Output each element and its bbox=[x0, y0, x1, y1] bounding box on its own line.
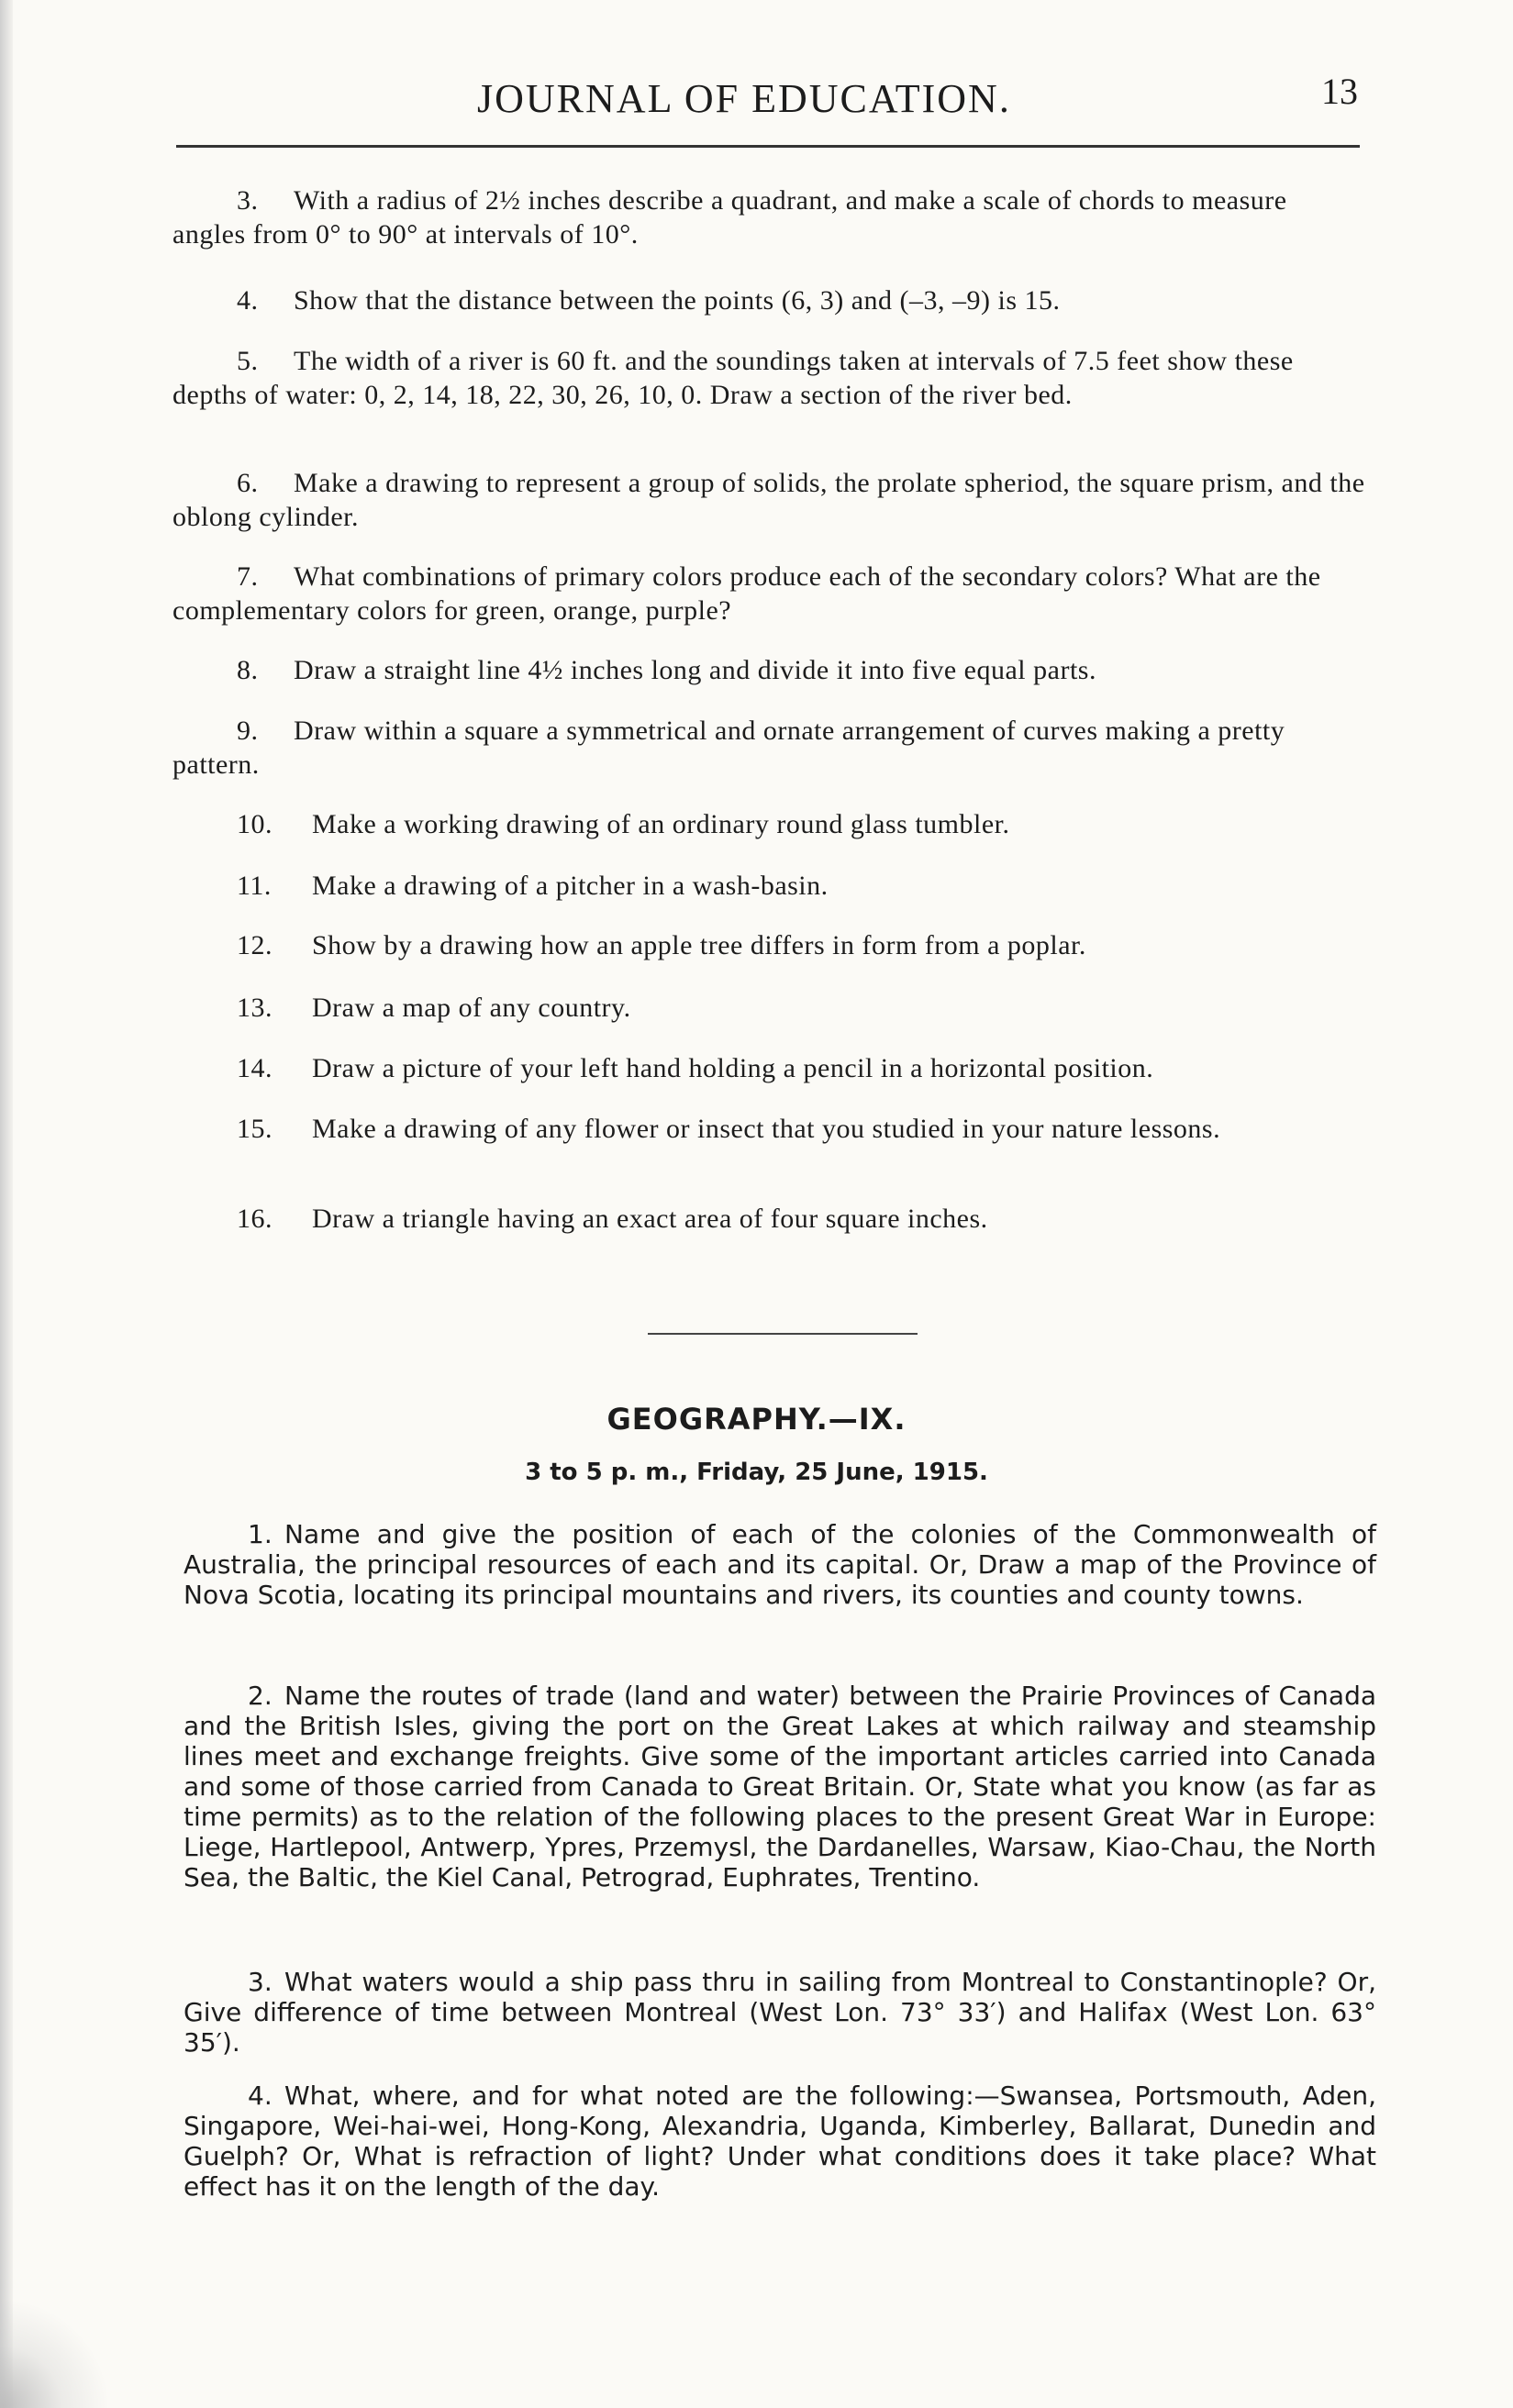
question-text: Name the routes of trade (land and water) between the Prairie Provinces of Canada and the British Isles, giving the port on the Great Lakes at which railway and steamship lines meet and exchange freights. Give some of the important articles carried into Canada and some of those carried from Canada to Great Britain. Or, State what you know (as far as time permits) as to the relation of the following places to the present Great War in Europe: Liege, Hartlepool, Antwerp, Ypres, Przemysl, the Dardanelles, Warsaw, Kiao-Chau, the North Sea, the Baltic, the Kiel Canal, Petrograd, Euphrates, Trentino. bbox=[184, 1681, 1376, 1892]
question-text: Make a drawing of any flower or insect that you studied in your nature lessons. bbox=[312, 1114, 1221, 1144]
question-14 bbox=[172, 1051, 1365, 1085]
question-number: 1. bbox=[248, 1519, 273, 1549]
question-text: Make a drawing of a pitcher in a wash-basin. bbox=[312, 871, 829, 901]
question-13 bbox=[172, 991, 1365, 1025]
question-number: 11. bbox=[237, 871, 272, 901]
question-number: 2. bbox=[248, 1681, 273, 1711]
question-text: What combinations of primary colors produce each of the secondary colors? What are the complementary colors for green, orange, purple? bbox=[172, 561, 1321, 626]
header-rule bbox=[176, 145, 1360, 148]
page-number: 13 bbox=[1321, 71, 1358, 112]
question-number: 15. bbox=[237, 1114, 273, 1144]
question-16 bbox=[172, 1202, 1365, 1236]
question-text: Make a drawing to represent a group of solids, the prolate spheriod, the square prism, and the oblong cylinder. bbox=[172, 468, 1365, 532]
geography-question-3 bbox=[184, 1967, 1376, 2058]
question-number: 4. bbox=[248, 2081, 273, 2111]
question-number: 12. bbox=[237, 930, 273, 960]
section-time: 3 to 5 p. m., Friday, 25 June, 1915. bbox=[525, 1459, 988, 1486]
question-text: Show that the distance between the points (6, 3) and (–3, –9) is 15. bbox=[294, 285, 1061, 316]
question-7 bbox=[172, 560, 1365, 627]
question-text: With a radius of 2½ inches describe a quadrant, and make a scale of chords to measure angles from 0° to 90° at intervals of 10°. bbox=[172, 185, 1287, 250]
question-text: Show by a drawing how an apple tree differs in form from a poplar. bbox=[312, 930, 1086, 960]
question-text: Draw within a square a symmetrical and ornate arrangement of curves making a pretty pattern. bbox=[172, 716, 1285, 780]
geography-question-2 bbox=[184, 1681, 1376, 1892]
question-number: 10. bbox=[237, 809, 273, 839]
geography-question-4 bbox=[184, 2081, 1376, 2202]
question-number: 3. bbox=[237, 185, 259, 216]
question-number: 5. bbox=[237, 346, 259, 376]
question-15 bbox=[172, 1112, 1365, 1146]
geography-question-1 bbox=[184, 1519, 1376, 1610]
question-number: 7. bbox=[237, 561, 259, 592]
question-number: 3. bbox=[248, 1967, 273, 1997]
question-12 bbox=[172, 928, 1365, 962]
question-number: 6. bbox=[237, 468, 259, 498]
question-6 bbox=[172, 466, 1365, 534]
page-header bbox=[174, 64, 1358, 138]
question-text: Draw a picture of your left hand holding a pencil in a horizontal position. bbox=[312, 1053, 1154, 1083]
question-text: Name and give the position of each of the colonies of the Commonwealth of Australia, the principal resources of each and its capital. Or, Draw a map of the Province of Nova Scotia, locating its principal mountains and rivers, its counties and county towns. bbox=[184, 1519, 1376, 1610]
question-number: 13. bbox=[237, 993, 273, 1023]
page-edge-shadow bbox=[0, 0, 13, 2408]
question-4 bbox=[172, 283, 1365, 317]
question-number: 9. bbox=[237, 716, 259, 746]
question-5 bbox=[172, 344, 1365, 412]
question-text: What, where, and for what noted are the following:—Swansea, Portsmouth, Aden, Singapore, Wei-hai-wei, Hong-Kong, Alexandria, Uganda, Kimberley, Ballarat, Dunedin and Guelph? Or, What is refraction of light? Under what conditions does it take place? What effect has it on the length of the day. bbox=[184, 2081, 1376, 2202]
question-text: Make a working drawing of an ordinary round glass tumbler. bbox=[312, 809, 1010, 839]
question-text: Draw a straight line 4½ inches long and divide it into five equal parts. bbox=[294, 655, 1096, 685]
question-number: 8. bbox=[237, 655, 259, 685]
question-text: Draw a map of any country. bbox=[312, 993, 631, 1023]
question-text: Draw a triangle having an exact area of four square inches. bbox=[312, 1204, 988, 1234]
question-8 bbox=[172, 653, 1365, 687]
question-text: The width of a river is 60 ft. and the soundings taken at intervals of 7.5 feet show these depths of water: 0, 2, 14, 18, 22, 30, 26, 10, 0. Draw a section of the river bed. bbox=[172, 346, 1294, 410]
question-11 bbox=[172, 869, 1365, 903]
question-number: 16. bbox=[237, 1204, 273, 1234]
question-10 bbox=[172, 807, 1365, 841]
section-divider bbox=[648, 1333, 918, 1335]
question-number: 4. bbox=[237, 285, 259, 316]
question-9 bbox=[172, 714, 1365, 782]
question-text: What waters would a ship pass thru in sailing from Montreal to Constantinople? Or, Give difference of time between Montreal (West Lon. 73° 33′) and Halifax (West Lon. 63° 35′). bbox=[184, 1967, 1376, 2058]
running-title: JOURNAL OF EDUCATION. bbox=[477, 76, 1011, 121]
section-title: GEOGRAPHY.—IX. bbox=[606, 1402, 907, 1437]
question-number: 14. bbox=[237, 1053, 273, 1083]
question-3 bbox=[172, 183, 1365, 251]
page-corner-wear bbox=[0, 2298, 110, 2408]
